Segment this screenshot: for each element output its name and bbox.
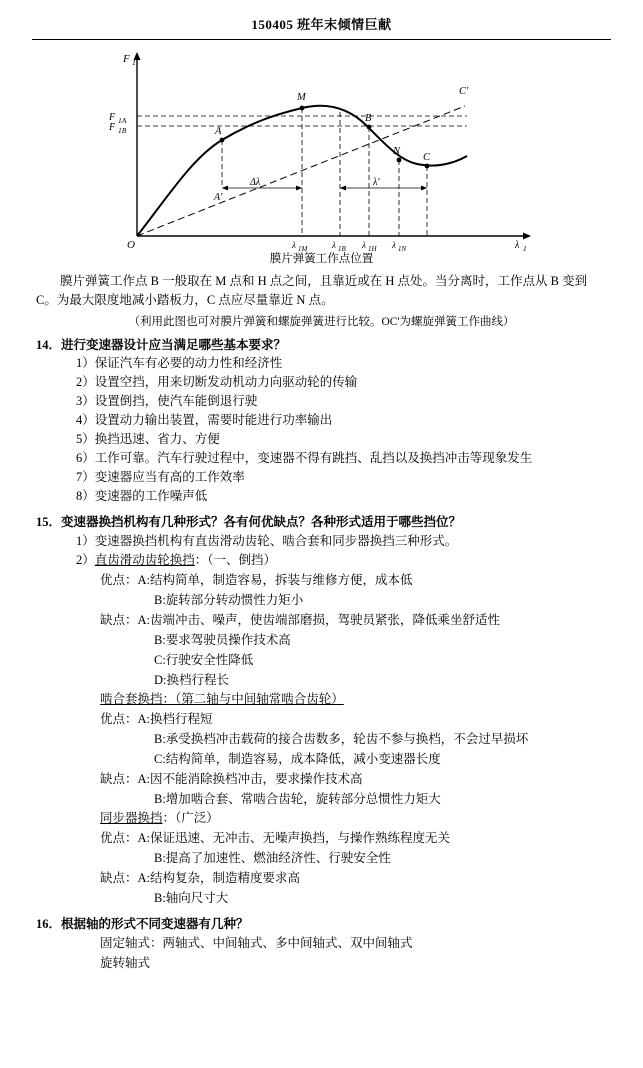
svg-text:1B: 1B [337,245,346,253]
svg-text:λ: λ [291,240,296,250]
q15-g1-pros-line-2: B:旋转部分转动惯性力矩小 [154,593,304,607]
svg-text:A': A' [213,192,222,203]
svg-text:1H: 1H [367,245,377,253]
q15-g3-pros-label-row [100,829,607,848]
svg-text:C': C' [458,86,468,97]
header-divider [32,39,611,40]
q14-item-7: 7）变速器应当有高的工作效率 [76,470,245,485]
question-14-number: 14． [36,337,62,352]
svg-text:1A: 1A [117,116,126,125]
question-15-title: 变速器换挡机构有几种形式？各有何优缺点？各种形式适用于哪些挡位？ [61,515,462,530]
q15-g3-pros-label: 优点： [100,831,138,845]
paragraph-working-point: 膜片弹簧工作点 B 一般取在 M 点和 H 点之间，且靠近或在 H 点处。当分离时，工作点从 B 变到 C。为最大限度地减小踏板力，C 点应尽量靠近 N 点。 [36,274,588,307]
q15-group-1-heading-underlined: 直齿滑动齿轮换挡 [94,553,195,567]
q15-g1-cons-line-3: C:行驶安全性降低 [154,653,254,667]
figure-spring-working-point [36,48,607,253]
figure-caption: 膜片弹簧工作点位置 [269,253,374,265]
svg-text:F: F [108,122,115,133]
q15-g1-pros-line-1: A:结构简单，制造容易，拆装与维修方便，成本低 [137,573,413,587]
question-16-heading [36,915,607,934]
q15-g2-cons-label: 缺点： [100,772,138,786]
q15-lead: 1）变速器换挡机构有直齿滑动齿轮、啮合套和同步器换挡三种形式。 [76,534,458,548]
svg-text:λ: λ [514,240,519,251]
q15-g3-pros-line-2: B:提高了加速性、燃油经济性、行驶安全性 [154,851,391,865]
q15-g1-cons-label: 缺点： [100,613,138,627]
q15-g1-cons-line-2: B:要求驾驶员操作技术高 [154,633,291,647]
question-15-number: 15． [36,515,62,530]
svg-text:M: M [296,92,306,103]
svg-text:A: A [214,126,221,137]
q15-g2-pros-line-1: A:换档行程短 [137,712,213,726]
q14-item-3: 3）设置倒挡，使汽车能倒退行驶 [76,394,258,409]
svg-text:1: 1 [522,244,527,253]
page-header: 150405 班年末倾情巨献 [251,17,392,32]
svg-text:1M: 1M [297,245,307,253]
q15-g3-cons-label: 缺点： [100,871,138,885]
q15-group-1-heading-rest: ：（一、倒挡） [194,553,277,567]
svg-text:1: 1 [131,58,136,67]
svg-text:F: F [108,112,115,123]
q15-g2-cons-label-row [100,770,607,789]
q15-g3-pros-line-1: A:保证迅速、无冲击、无噪声换挡，与操作熟练程度无关 [137,831,451,845]
svg-text:O: O [126,239,135,251]
q16-item-1: 固定轴式：两轴式、中间轴式、多中间轴式、双中间轴式 [100,935,413,950]
q14-item-8: 8）变速器的工作噪声低 [76,489,208,504]
q15-g3-cons-label-row [100,869,607,888]
svg-text:λ: λ [391,240,396,250]
q14-item-4: 4）设置动力输出装置，需要时能进行功率输出 [76,413,333,428]
q15-g3-cons-line-1: A:结构复杂，制造精度要求高 [137,871,301,885]
q14-item-5: 5）换挡迅速、省力、方便 [76,432,220,447]
q14-item-2: 2）设置空挡，用来切断发动机动力向驱动轮的传输 [76,375,358,390]
q15-g2-pros-line-2: B:承受换档冲击载荷的接合齿数多，轮齿不参与换档，不会过早损坏 [154,732,529,746]
q14-item-1: 1）保证汽车有必要的动力性和经济性 [76,356,283,371]
svg-text:1N: 1N [397,245,406,253]
svg-text:λ: λ [361,240,366,250]
q15-group-2-heading-underlined: 啮合套换挡：（第二轴与中间轴常啮合齿轮） [100,692,344,706]
question-15-heading [36,513,607,532]
q15-sub-lead-marker: 2） [76,553,95,567]
question-14-heading [36,336,607,355]
figure-svg [87,48,557,253]
q15-g1-pros-label: 优点： [100,573,138,587]
q15-g1-cons-line-4: D:换档行程长 [154,673,230,687]
q15-g1-cons-label-row [100,611,607,630]
q15-group-3-heading-rest: ：（广泛） [162,811,219,825]
svg-text:λ': λ' [372,177,379,188]
q15-group-3-heading [100,809,607,828]
svg-text:F: F [122,53,130,65]
svg-text:N: N [392,146,400,157]
svg-text:λ: λ [331,240,336,250]
q15-g2-pros-line-3: C:结构简单，制造容易，成本降低，减小变速器长度 [154,752,441,766]
q15-sub-lead [76,551,607,570]
q16-item-2: 旋转轴式 [100,955,151,970]
q15-g2-pros-label: 优点： [100,712,138,726]
paragraph-note: （利用此图也可对膜片弹簧和螺旋弹簧进行比较。OC'为螺旋弹簧工作曲线） [128,315,515,328]
q14-item-6: 6）工作可靠。汽车行驶过程中，变速器不得有跳挡、乱挡以及换挡冲击等现象发生 [76,451,533,466]
q15-g2-pros-label-row [100,710,607,729]
q15-g1-cons-line-1: A:齿端冲击、噪声，使齿端部磨损，驾驶员紧张，降低乘坐舒适性 [137,613,501,627]
q15-group-2-heading [100,690,607,709]
q15-g2-cons-line-2: B:增加啮合套、常啮合齿轮，旋转部分总惯性力矩大 [154,792,441,806]
q15-group-3-heading-underlined: 同步器换挡 [100,811,163,825]
question-16-number: 16． [36,917,62,931]
q15-g2-cons-line-1: A:因不能消除换档冲击，要求操作技术高 [137,772,363,786]
svg-text:B: B [364,113,371,124]
q15-g3-cons-line-2: B:轴向尺寸大 [154,891,229,905]
svg-text:1B: 1B [117,126,126,135]
question-16-title: 根据轴的形式不同变速器有几种？ [61,917,249,931]
svg-text:Δλ: Δλ [249,177,260,188]
q15-g1-pros-label-row [100,571,607,590]
question-14-title: 进行变速器设计应当满足哪些基本要求？ [61,337,287,352]
svg-text:C: C [422,152,430,163]
